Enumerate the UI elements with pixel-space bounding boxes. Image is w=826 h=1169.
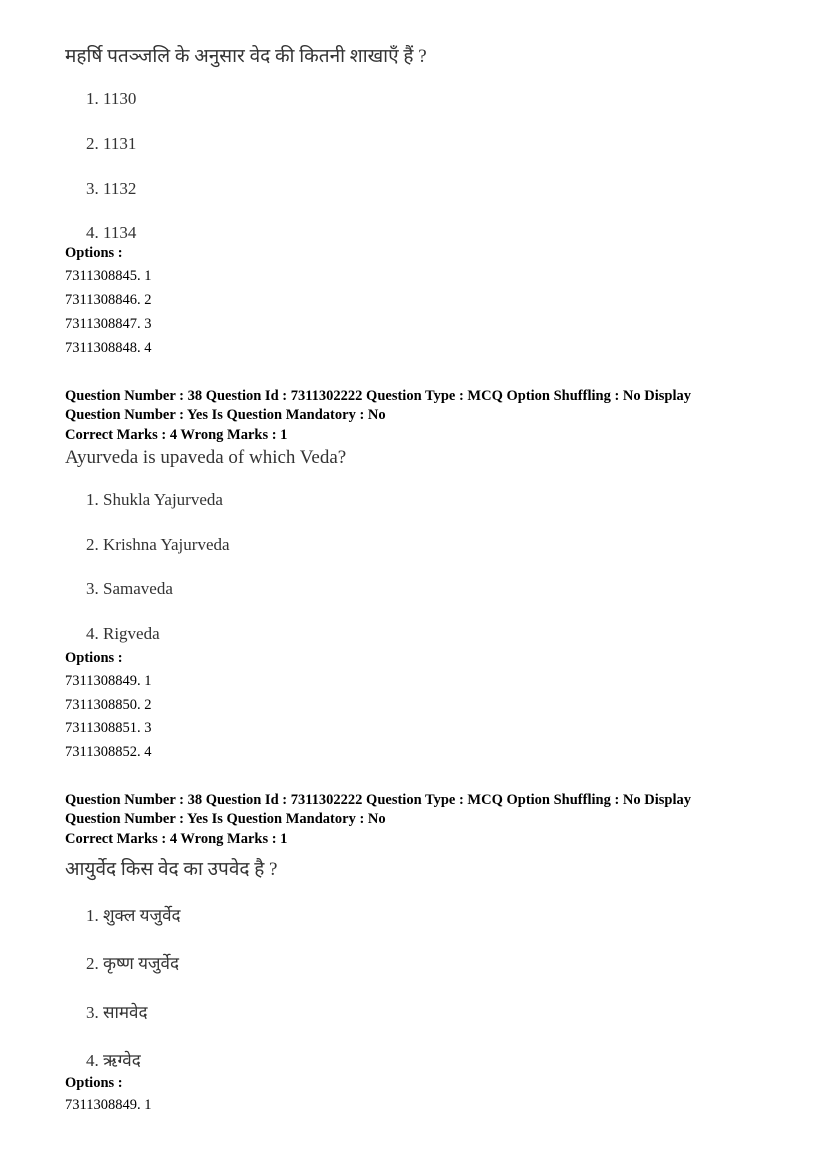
answer-choice: 4. ऋग्वेद <box>86 1051 141 1070</box>
answer-choice: 3. Samaveda <box>86 579 173 598</box>
option-code: 7311308852. 4 <box>65 744 152 760</box>
answer-choice: 3. सामवेद <box>86 1003 148 1022</box>
question-meta-line: Question Number : Yes Is Question Mandatory : No <box>65 811 386 827</box>
option-code: 7311308849. 1 <box>65 673 152 689</box>
answer-choice: 2. Krishna Yajurveda <box>86 535 230 554</box>
option-code: 7311308848. 4 <box>65 340 152 356</box>
answer-choice: 1. Shukla Yajurveda <box>86 490 223 509</box>
question-meta-line: Question Number : 38 Question Id : 7311302222 Question Type : MCQ Option Shuffling : No Display <box>65 388 691 404</box>
option-code: 7311308849. 1 <box>65 1097 152 1113</box>
option-code: 7311308850. 2 <box>65 697 152 713</box>
options-label: Options : <box>65 245 123 261</box>
options-label: Options : <box>65 650 123 666</box>
question-meta-line: Question Number : 38 Question Id : 7311302222 Question Type : MCQ Option Shuffling : No Display <box>65 792 691 808</box>
option-code: 7311308846. 2 <box>65 292 152 308</box>
answer-choice: 2. कृष्ण यजुर्वेद <box>86 954 180 973</box>
answer-choice: 1. शुक्ल यजुर्वेद <box>86 906 181 925</box>
option-code: 7311308851. 3 <box>65 720 152 736</box>
marks-line: Correct Marks : 4 Wrong Marks : 1 <box>65 831 288 847</box>
option-code: 7311308845. 1 <box>65 268 152 284</box>
question-text: महर्षि पतञ्जलि के अनुसार वेद की कितनी शाखाएँ हैं ? <box>65 46 427 67</box>
answer-choice: 4. Rigveda <box>86 624 160 643</box>
answer-choice: 3. 1132 <box>86 179 137 198</box>
question-text: आयुर्वेद किस वेद का उपवेद है ? <box>65 859 278 880</box>
answer-choice: 4. 1134 <box>86 223 137 242</box>
answer-choice: 1. 1130 <box>86 89 137 108</box>
answer-choice: 2. 1131 <box>86 134 137 153</box>
marks-line: Correct Marks : 4 Wrong Marks : 1 <box>65 427 288 443</box>
options-label: Options : <box>65 1075 123 1091</box>
question-meta-line: Question Number : Yes Is Question Mandatory : No <box>65 407 386 423</box>
question-text: Ayurveda is upaveda of which Veda? <box>65 447 347 468</box>
option-code: 7311308847. 3 <box>65 316 152 332</box>
